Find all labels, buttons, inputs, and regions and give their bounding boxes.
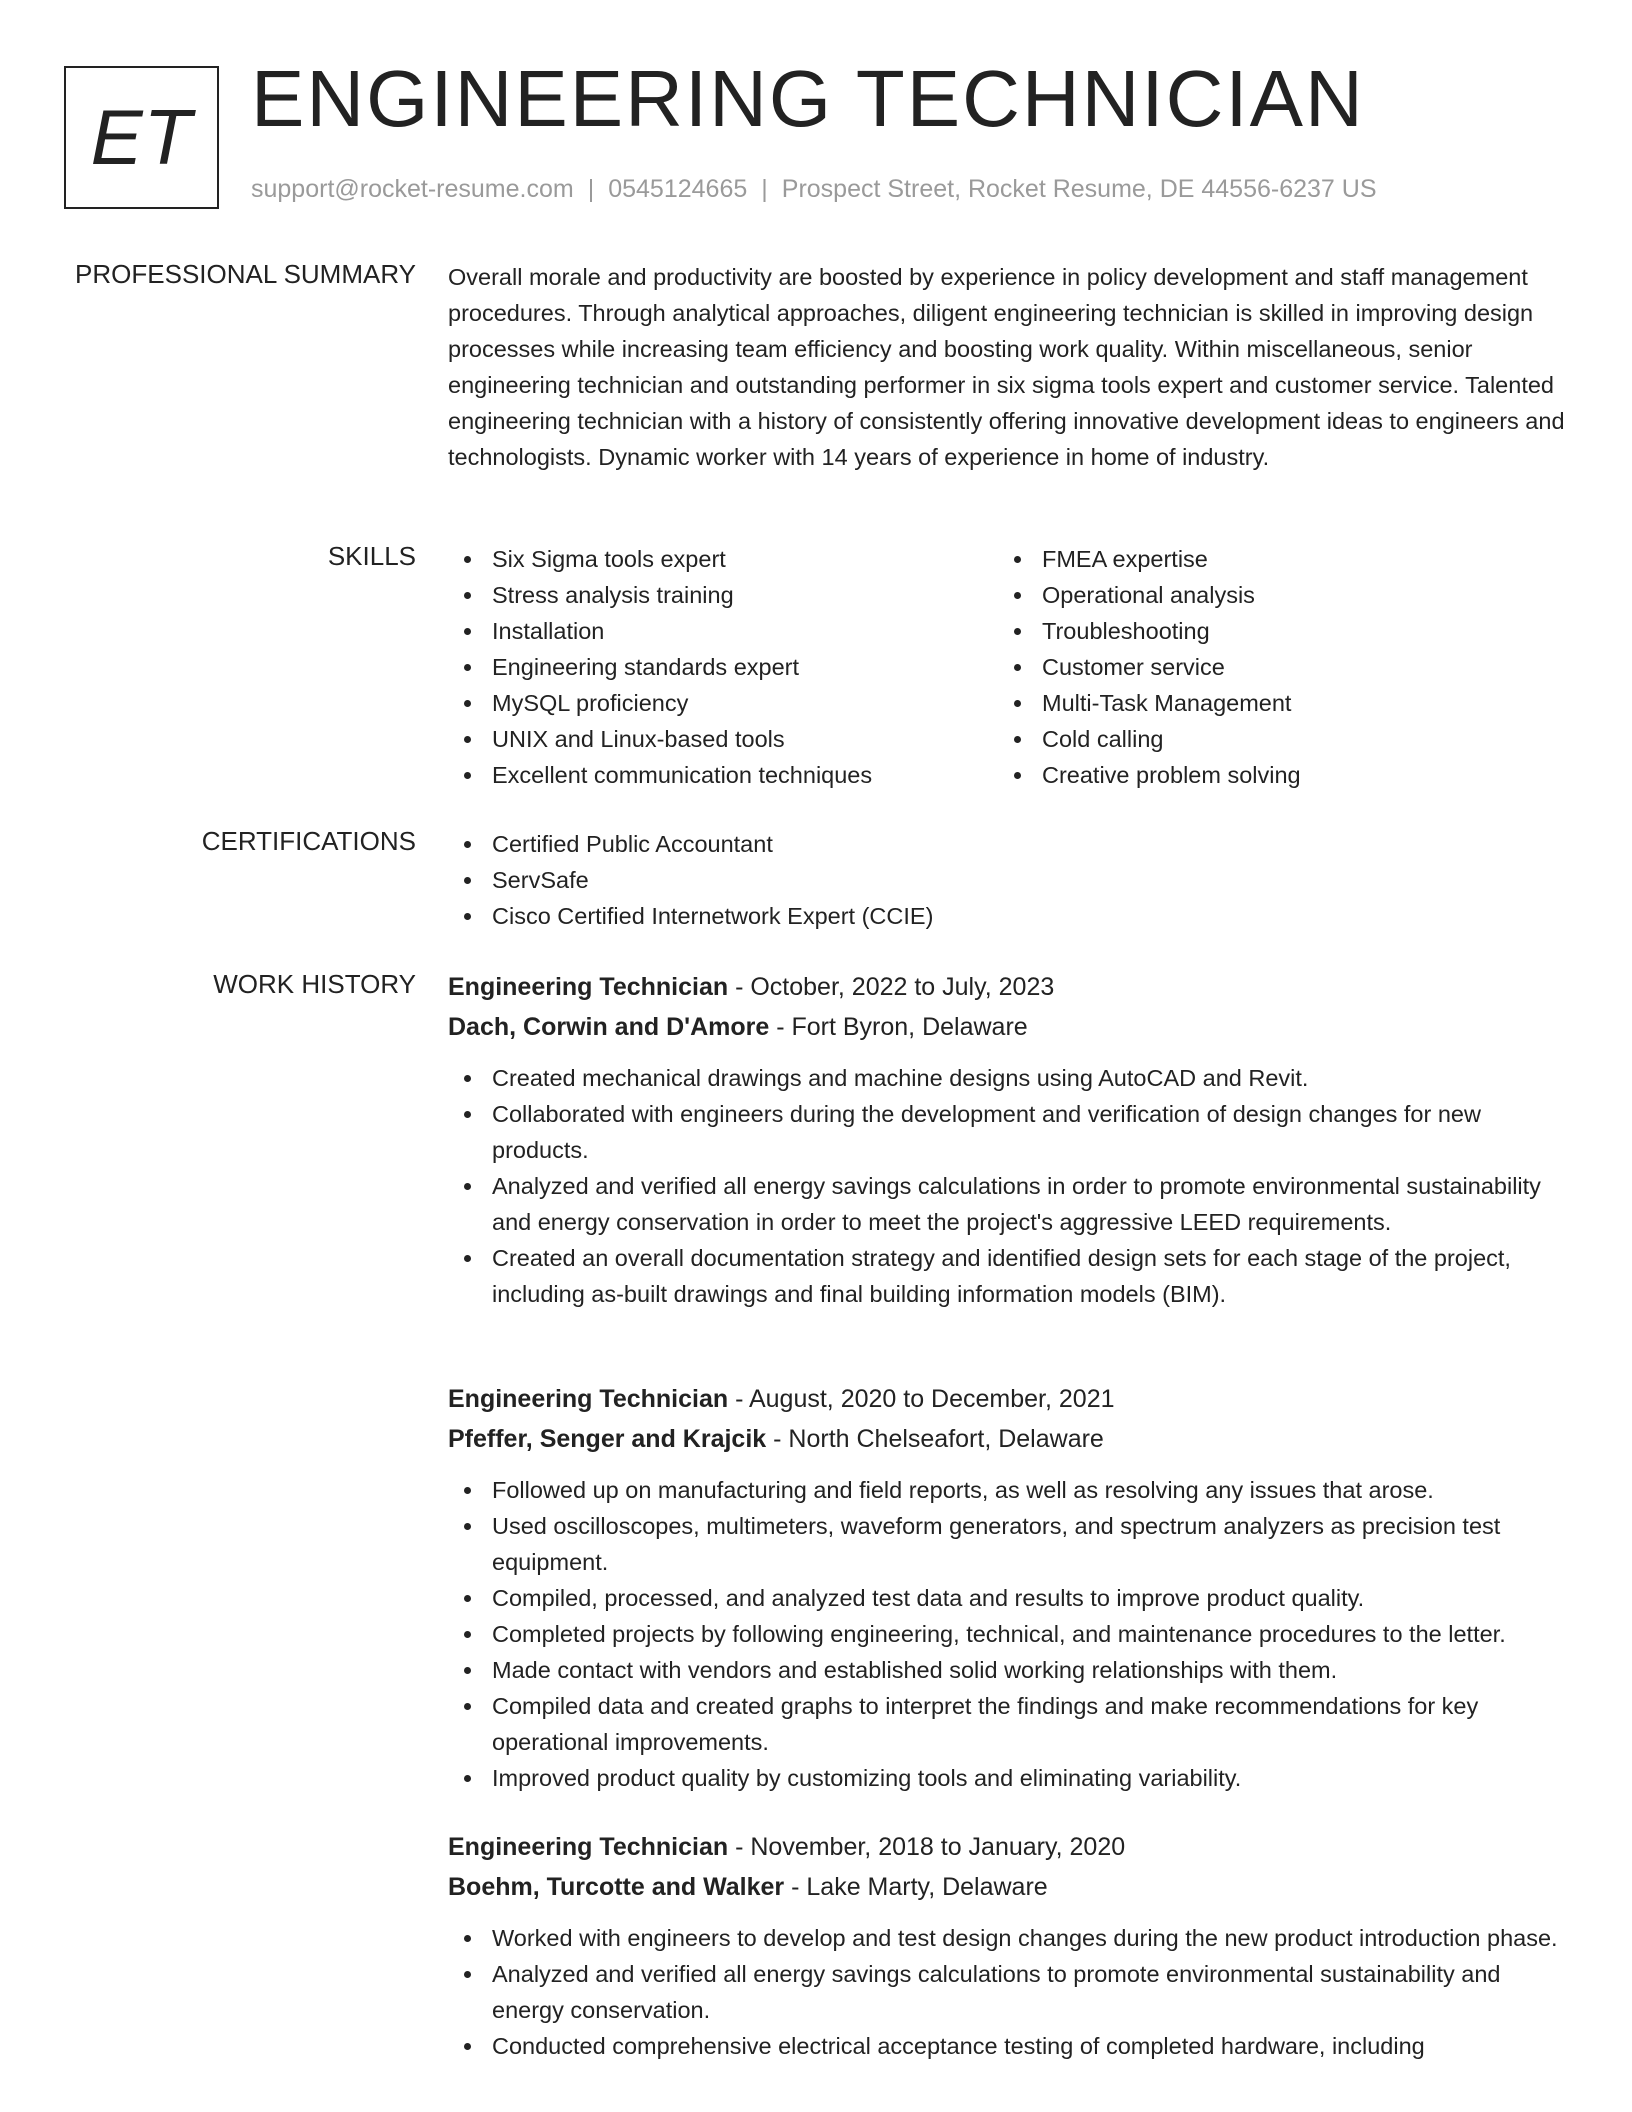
list-item: Installation [448, 613, 998, 649]
list-item: Cisco Certified Internetwork Expert (CCIE) [448, 898, 1568, 934]
list-item: Certified Public Accountant [448, 826, 1568, 862]
skills-list-right [998, 541, 1548, 793]
job-dates: - October, 2022 to July, 2023 [728, 973, 1055, 1001]
list-item: Troubleshooting [998, 613, 1548, 649]
list-item: FMEA expertise [998, 541, 1548, 577]
list-item: Used oscilloscopes, multimeters, waveform generators, and spectrum analyzers as precision test equipment. [448, 1508, 1568, 1580]
list-item: Engineering standards expert [448, 649, 998, 685]
job-entry [448, 967, 1568, 1312]
job-entry [448, 1827, 1568, 2064]
job-location: - Lake Marty, Delaware [784, 1873, 1048, 1901]
list-item: Excellent communication techniques [448, 757, 998, 793]
company-name: Dach, Corwin and D'Amore [448, 1013, 770, 1041]
list-item: Stress analysis training [448, 577, 998, 613]
list-item: Collaborated with engineers during the development and verification of design changes for new products. [448, 1096, 1568, 1168]
job-title-line [448, 1379, 1568, 1419]
list-item: Improved product quality by customizing tools and eliminating variability. [448, 1760, 1568, 1796]
section-heading: CERTIFICATIONS [201, 826, 416, 856]
job-company-line [448, 1419, 1568, 1459]
contact-line [251, 175, 1377, 204]
job-company-line [448, 1867, 1568, 1907]
certifications-list [448, 826, 1568, 934]
list-item: Completed projects by following engineering, technical, and maintenance procedures to the letter. [448, 1616, 1568, 1652]
phone-text[interactable]: 0545124665 [608, 175, 748, 203]
list-item: Multi-Task Management [998, 685, 1548, 721]
company-name: Pfeffer, Senger and Krajcik [448, 1425, 767, 1453]
skills-list-left [448, 541, 998, 793]
list-item: UNIX and Linux-based tools [448, 721, 998, 757]
list-item: Cold calling [998, 721, 1548, 757]
job-dates: - August, 2020 to December, 2021 [728, 1385, 1115, 1413]
job-bullets [448, 1920, 1568, 2064]
job-bullets [448, 1060, 1568, 1312]
certifications-body [448, 826, 1568, 934]
address-text: Prospect Street, Rocket Resume, DE 44556-6237 US [781, 175, 1377, 203]
job-bullets [448, 1472, 1568, 1796]
job-title: Engineering Technician [448, 1833, 729, 1861]
list-item: Customer service [998, 649, 1548, 685]
list-item: Analyzed and verified all energy savings calculations to promote environmental sustainability and energy conservation. [448, 1956, 1568, 2028]
job-dates: - November, 2018 to January, 2020 [728, 1833, 1126, 1861]
job-location: - North Chelseafort, Delaware [766, 1425, 1104, 1453]
company-name: Boehm, Turcotte and Walker [448, 1873, 785, 1901]
email-text[interactable]: support@rocket-resume.com [251, 175, 574, 203]
list-item: Followed up on manufacturing and field reports, as well as resolving any issues that arose. [448, 1472, 1568, 1508]
list-item: Created an overall documentation strategy and identified design sets for each stage of the project, including as-built drawings and final building information models (BIM). [448, 1240, 1568, 1312]
separator: | [587, 175, 595, 203]
list-item: Made contact with vendors and established solid working relationships with them. [448, 1652, 1568, 1688]
list-item: Created mechanical drawings and machine designs using AutoCAD and Revit. [448, 1060, 1568, 1096]
skills-grid [448, 541, 1568, 793]
job-entry [448, 1379, 1568, 1796]
page-title: ENGINEERING TECHNICIAN [251, 54, 1365, 143]
list-item: Compiled, processed, and analyzed test data and results to improve product quality. [448, 1580, 1568, 1616]
job-title-line [448, 967, 1568, 1007]
job-company-line [448, 1007, 1568, 1047]
list-item: Six Sigma tools expert [448, 541, 998, 577]
section-heading: SKILLS [327, 541, 416, 571]
list-item: Creative problem solving [998, 757, 1548, 793]
list-item: Operational analysis [998, 577, 1548, 613]
separator: | [761, 175, 768, 203]
job-location: - Fort Byron, Delaware [769, 1013, 1028, 1041]
list-item: Worked with engineers to develop and test design changes during the new product introduction phase. [448, 1920, 1568, 1956]
job-title: Engineering Technician [448, 973, 729, 1001]
list-item: MySQL proficiency [448, 685, 998, 721]
job-title: Engineering Technician [448, 1385, 729, 1413]
monogram-box: ET [64, 66, 219, 209]
section-heading: WORK HISTORY [213, 969, 416, 999]
job-title-line [448, 1827, 1568, 1867]
list-item: Conducted comprehensive electrical acceptance testing of completed hardware, including [448, 2028, 1568, 2064]
summary-text: Overall morale and productivity are boosted by experience in policy development and staff management procedures. Through analytical approaches, diligent engineering technician is skilled in improving design processes while increasing team efficiency and boosting work quality. Within miscellaneous, senior engineering technician and outstanding performer in six sigma tools expert and customer service. Talented engineering technician with a history of consistently offering innovative development ideas to engineers and technologists. Dynamic worker with 14 years of experience in home of industry. [448, 264, 1565, 470]
list-item: ServSafe [448, 862, 1568, 898]
section-heading: PROFESSIONAL SUMMARY [75, 259, 416, 289]
list-item: Analyzed and verified all energy savings calculations in order to promote environmental sustainability and energy conservation in order to meet the project's aggressive LEED requirements. [448, 1168, 1568, 1240]
list-item: Compiled data and created graphs to interpret the findings and make recommendations for key operational improvements. [448, 1688, 1568, 1760]
